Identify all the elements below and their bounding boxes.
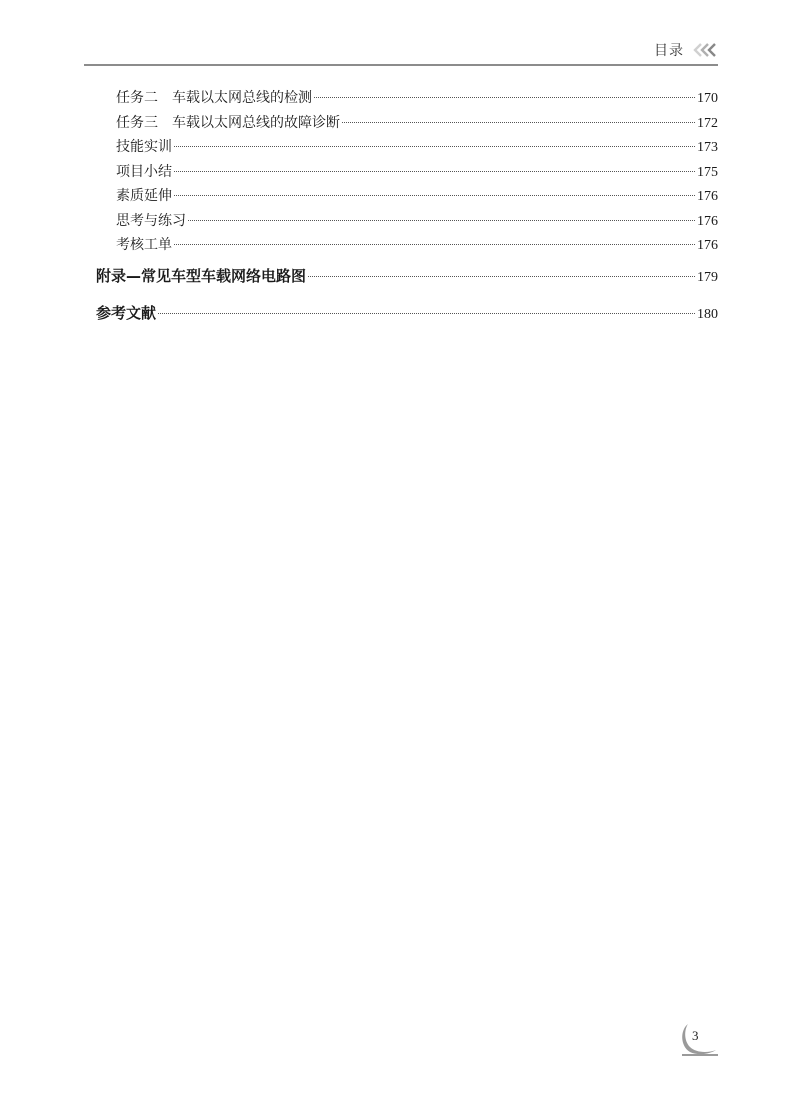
toc-entry-page: 176	[697, 238, 718, 253]
toc-entry-title: 素质延伸	[116, 188, 172, 204]
toc-entry-page: 173	[697, 140, 718, 155]
toc-entry-title: 项目小结	[116, 163, 172, 180]
dot-leader	[188, 220, 695, 221]
dot-leader	[314, 97, 695, 98]
header-rule	[84, 64, 718, 66]
toc-entry-title: 技能实训	[116, 139, 172, 155]
toc-entry-number: 任务三	[116, 114, 158, 131]
toc-chapter-page: 180	[697, 306, 718, 322]
dot-leader	[158, 313, 695, 314]
toc-entry-title: 车载以太网总线的检测	[172, 90, 312, 106]
header-title: 目录	[654, 43, 684, 59]
dot-leader	[174, 244, 695, 245]
toc-entry[interactable]	[96, 233, 718, 258]
toc-entry[interactable]	[96, 160, 718, 185]
dot-leader	[174, 171, 695, 172]
page-footer	[678, 1020, 718, 1060]
toc-chapter-entry[interactable]	[96, 295, 718, 332]
page-number: 3	[692, 1028, 699, 1043]
toc-entry-page: 175	[697, 164, 718, 180]
toc-entry-title: 思考与练习	[116, 212, 186, 229]
toc-entry-title: 车载以太网总线的故障诊断	[172, 114, 340, 131]
toc-entry-number: 任务二	[116, 90, 158, 106]
toc-chapter-title: 参考文献	[96, 303, 157, 322]
triple-chevron-left-icon	[692, 43, 718, 57]
toc-chapter-entry[interactable]	[96, 258, 718, 295]
toc-entry[interactable]	[96, 209, 718, 234]
toc-entry-page: 172	[697, 115, 718, 131]
table-of-contents	[96, 86, 718, 332]
toc-entry[interactable]	[96, 184, 718, 209]
toc-chapter-page: 179	[697, 269, 718, 285]
toc-entry[interactable]	[96, 86, 718, 111]
toc-entry-page: 176	[697, 189, 718, 204]
toc-entry-page: 176	[697, 213, 718, 229]
toc-entry[interactable]	[96, 111, 718, 136]
toc-chapter-title: 附录—常见车型车载网络电路图	[96, 266, 307, 285]
dot-leader	[342, 122, 695, 123]
toc-entry-page: 170	[697, 91, 718, 106]
dot-leader	[174, 195, 695, 196]
toc-entry-title: 考核工单	[116, 237, 172, 253]
dot-leader	[308, 276, 695, 277]
dot-leader	[174, 146, 695, 147]
toc-entry[interactable]	[96, 135, 718, 160]
running-header	[654, 38, 718, 62]
